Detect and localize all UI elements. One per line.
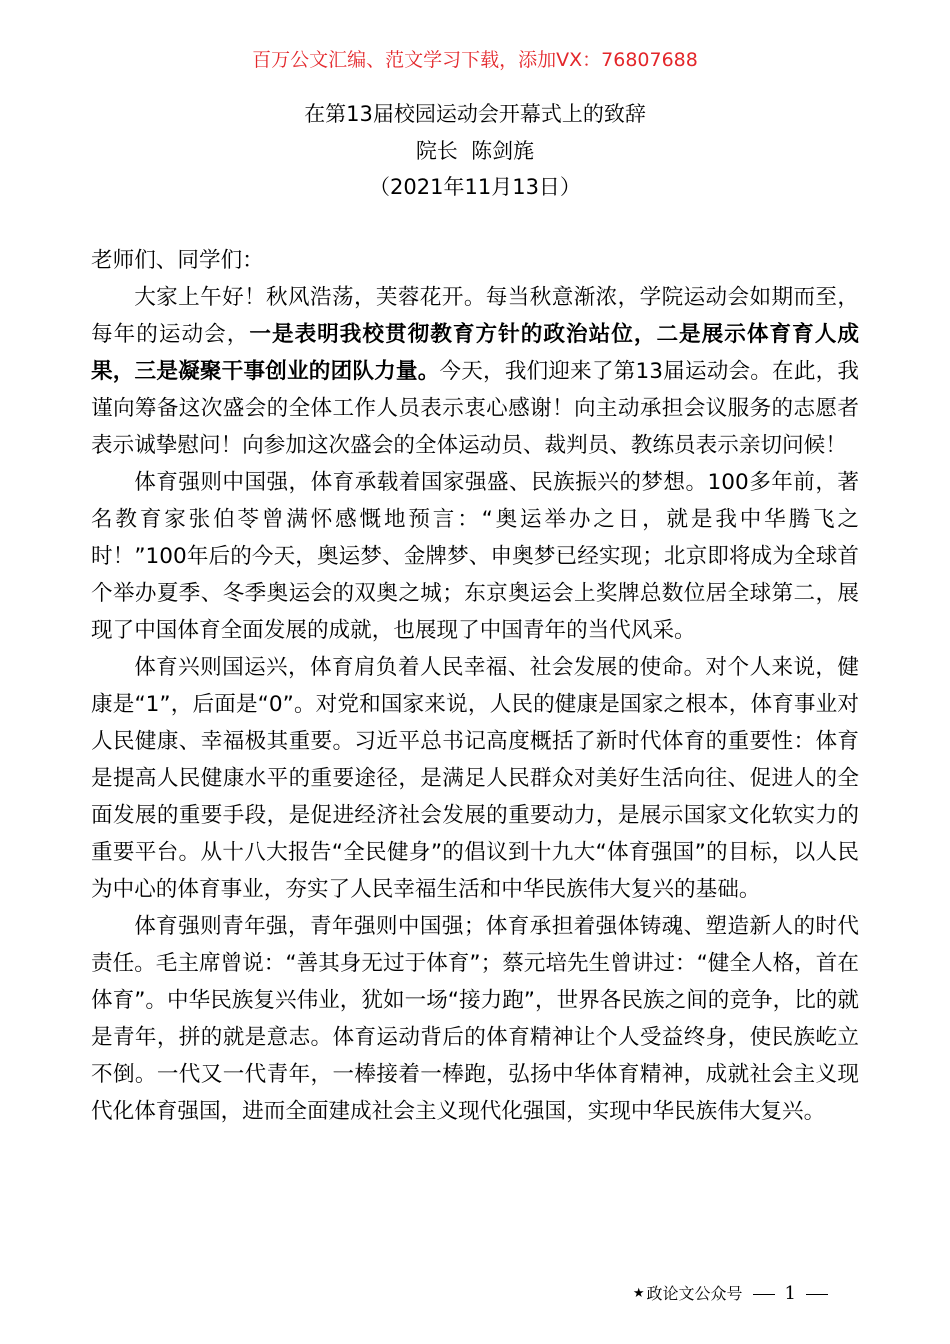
salutation: 老师们、同学们： <box>91 248 264 273</box>
star-icon: ★ <box>632 1286 645 1301</box>
paragraph-1 <box>91 279 859 464</box>
page-number: 1 <box>784 1283 796 1304</box>
paragraph-4: 体育强则青年强，青年强则中国强；体育承担着强体铸魂、塑造新人的时代责任。毛主席曾说：“善其身无过于体育”；蔡元培先生曾讲过：“健全人格，首在体育”。中华民族复兴伟业，犹如一场“接力跑”，世界各民族之间的竞争，比的就是青年，拼的就是意志。体育运动背后的体育精神让个人受益终身，使民族屹立不倒。一代又一代青年，一棒接着一棒跑，弘扬中华体育精神，成就社会主义现代化体育强国，进而全面建成社会主义现代化强国，实现中华民族伟大复兴。 <box>91 914 859 1124</box>
footer-dash-right <box>806 1294 828 1295</box>
document-body <box>91 242 859 1130</box>
paragraph-1-rest: 今天，我们迎来了第13届运动会。在此，我谨向筹备这次盛会的全体工作人员表示衷心感谢！向主动承担会议服务的志愿者表示诚挚慰问！向参加这次盛会的全体运动员、裁判员、教练员表示亲切问候！ <box>91 359 859 458</box>
document-title: 在第13届校园运动会开幕式上的致辞 <box>304 102 646 126</box>
page-footer <box>633 1283 838 1305</box>
paragraph-2: 体育强则中国强，体育承载着国家强盛、民族振兴的梦想。100多年前，著名教育家张伯苓曾满怀感慨地预言：“奥运举办之日，就是我中华腾飞之时！”100年后的今天，奥运梦、金牌梦、申奥梦已经实现；北京即将成为全球首个举办夏季、冬季奥运会的双奥之城；东京奥运会上奖牌总数位居全球第二，展现了中国体育全面发展的成就，也展现了中国青年的当代风采。 <box>91 470 859 643</box>
footer-source: 政论文公众号 <box>646 1284 743 1303</box>
title-block <box>0 96 950 206</box>
footer-dash-left <box>753 1294 775 1295</box>
paragraph-1-emphasis: 一是表明我校贯彻教育方针的政治站位，二是展示体育育人成果，三是凝聚干事创业的团队力量。 <box>91 322 859 384</box>
document-author: 院长 陈剑旄 <box>415 138 535 163</box>
document-date: （2021年11月13日） <box>369 175 581 199</box>
paragraph-3: 体育兴则国运兴，体育肩负着人民幸福、社会发展的使命。对个人来说，健康是“1”，后面是“0”。对党和国家来说，人民的健康是国家之根本，体育事业对人民健康、幸福极其重要。习近平总书记高度概括了新时代体育的重要性：体育是提高人民健康水平的重要途径，是满足人民群众对美好生活向往、促进人的全面发展的重要手段，是促进经济社会发展的重要动力，是展示国家文化软实力的重要平台。从十八大报告“全民健身”的倡议到十九大“体育强国”的目标，以人民为中心的体育事业，夯实了人民幸福生活和中华民族伟大复兴的基础。 <box>91 655 859 902</box>
header-note: 百万公文汇编、范文学习下载，添加VX：76807688 <box>252 49 698 71</box>
paragraph-1-intro: 大家上午好！秋风浩荡，芙蓉花开。每当秋意渐浓，学院运动会如期而至，每年的运动会， <box>91 285 859 347</box>
